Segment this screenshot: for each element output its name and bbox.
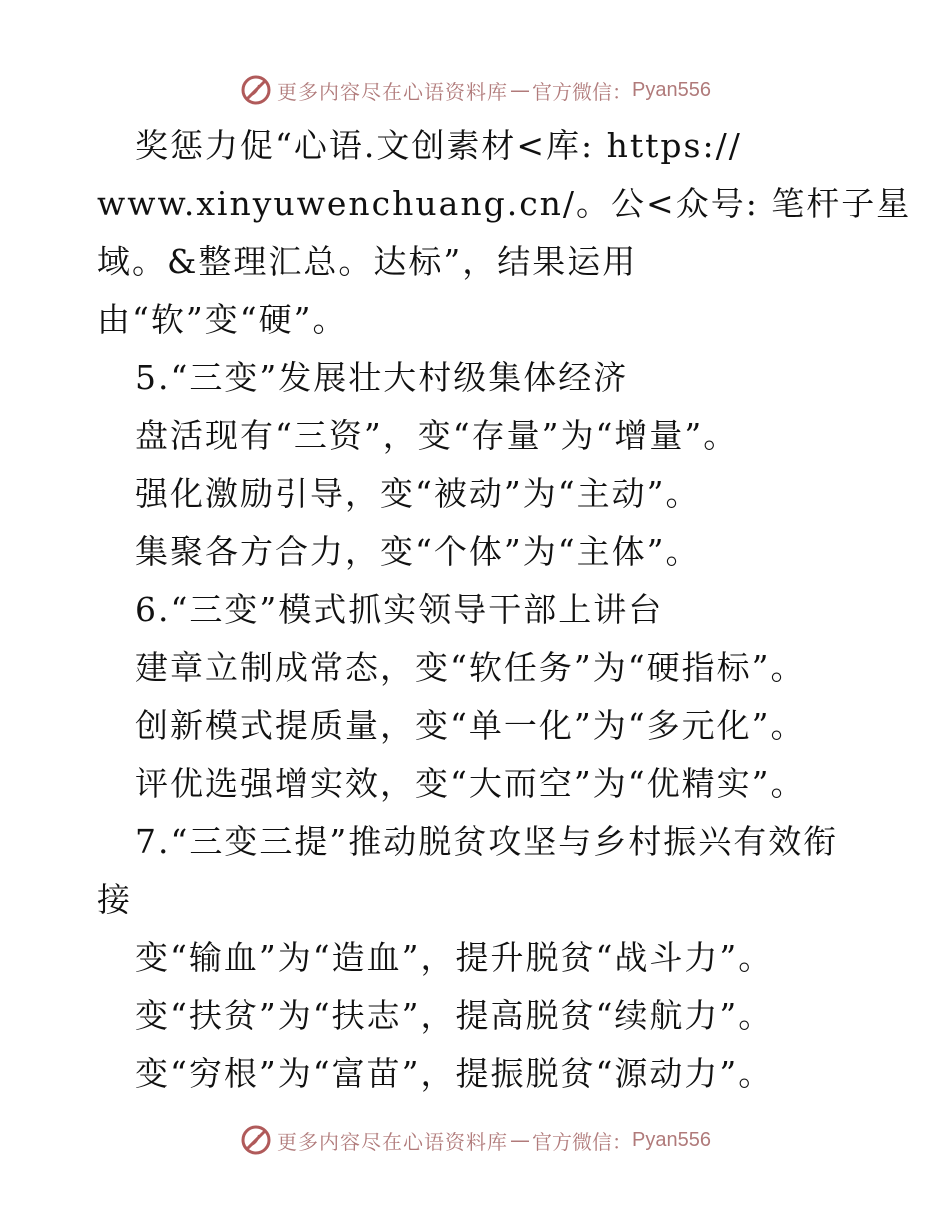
- section-heading-6: 6.“三变”模式抓实领导干部上讲台: [135, 590, 664, 629]
- body-line-7: 强化激励引导，变“被动”为“主动”。: [135, 474, 701, 513]
- footer-wechat-label: 官方微信：: [532, 1129, 633, 1154]
- footer-watermark-banner: [0, 1120, 950, 1160]
- body-line-6: 盘活现有“三资”，变“存量”为“增量”。: [135, 416, 739, 455]
- body-line-16: 变“扶贫”为“扶志”，提高脱贫“续航力”。: [135, 996, 774, 1035]
- header-wechat-label: 官方微信：: [532, 79, 633, 104]
- body-line-11: 创新模式提质量，变“单一化”为“多元化”。: [135, 706, 806, 745]
- quill-seal-icon: [239, 73, 273, 107]
- body-line-10: 建章立制成常态，变“软任务”为“硬指标”。: [135, 648, 806, 687]
- body-line-2: www.xinyuwenchuang.cn/。公<众号: 笔杆子星: [97, 184, 912, 223]
- body-line-1: 奖惩力促“心语.文创素材<库: https://: [135, 126, 742, 165]
- section-heading-7: 7.“三变三提”推动脱贫攻坚与乡村振兴有效衔: [135, 822, 839, 861]
- body-line-8: 集聚各方合力，变“个体”为“主体”。: [135, 532, 701, 571]
- header-watermark-banner: [0, 70, 950, 110]
- header-slogan: 更多内容尽在心语资料库: [277, 79, 509, 104]
- body-line-3: 域。&整理汇总。达标”，结果运用: [97, 242, 638, 281]
- body-line-12: 评优选强增实效，变“大而空”为“优精实”。: [135, 764, 806, 803]
- header-wechat-id: Pyan556: [632, 78, 711, 101]
- footer-slogan: 更多内容尽在心语资料库: [277, 1129, 509, 1154]
- body-line-14: 接: [97, 880, 132, 919]
- section-heading-5: 5.“三变”发展壮大村级集体经济: [135, 358, 629, 397]
- quill-seal-icon: [239, 1123, 273, 1157]
- body-line-4: 由“软”变“硬”。: [97, 300, 348, 339]
- header-dash: —: [510, 78, 531, 102]
- body-line-15: 变“输血”为“造血”，提升脱贫“战斗力”。: [135, 938, 774, 977]
- footer-wechat-id: Pyan556: [632, 1128, 711, 1151]
- footer-dash: —: [510, 1128, 531, 1152]
- body-line-17: 变“穷根”为“富苗”，提振脱贫“源动力”。: [135, 1054, 774, 1093]
